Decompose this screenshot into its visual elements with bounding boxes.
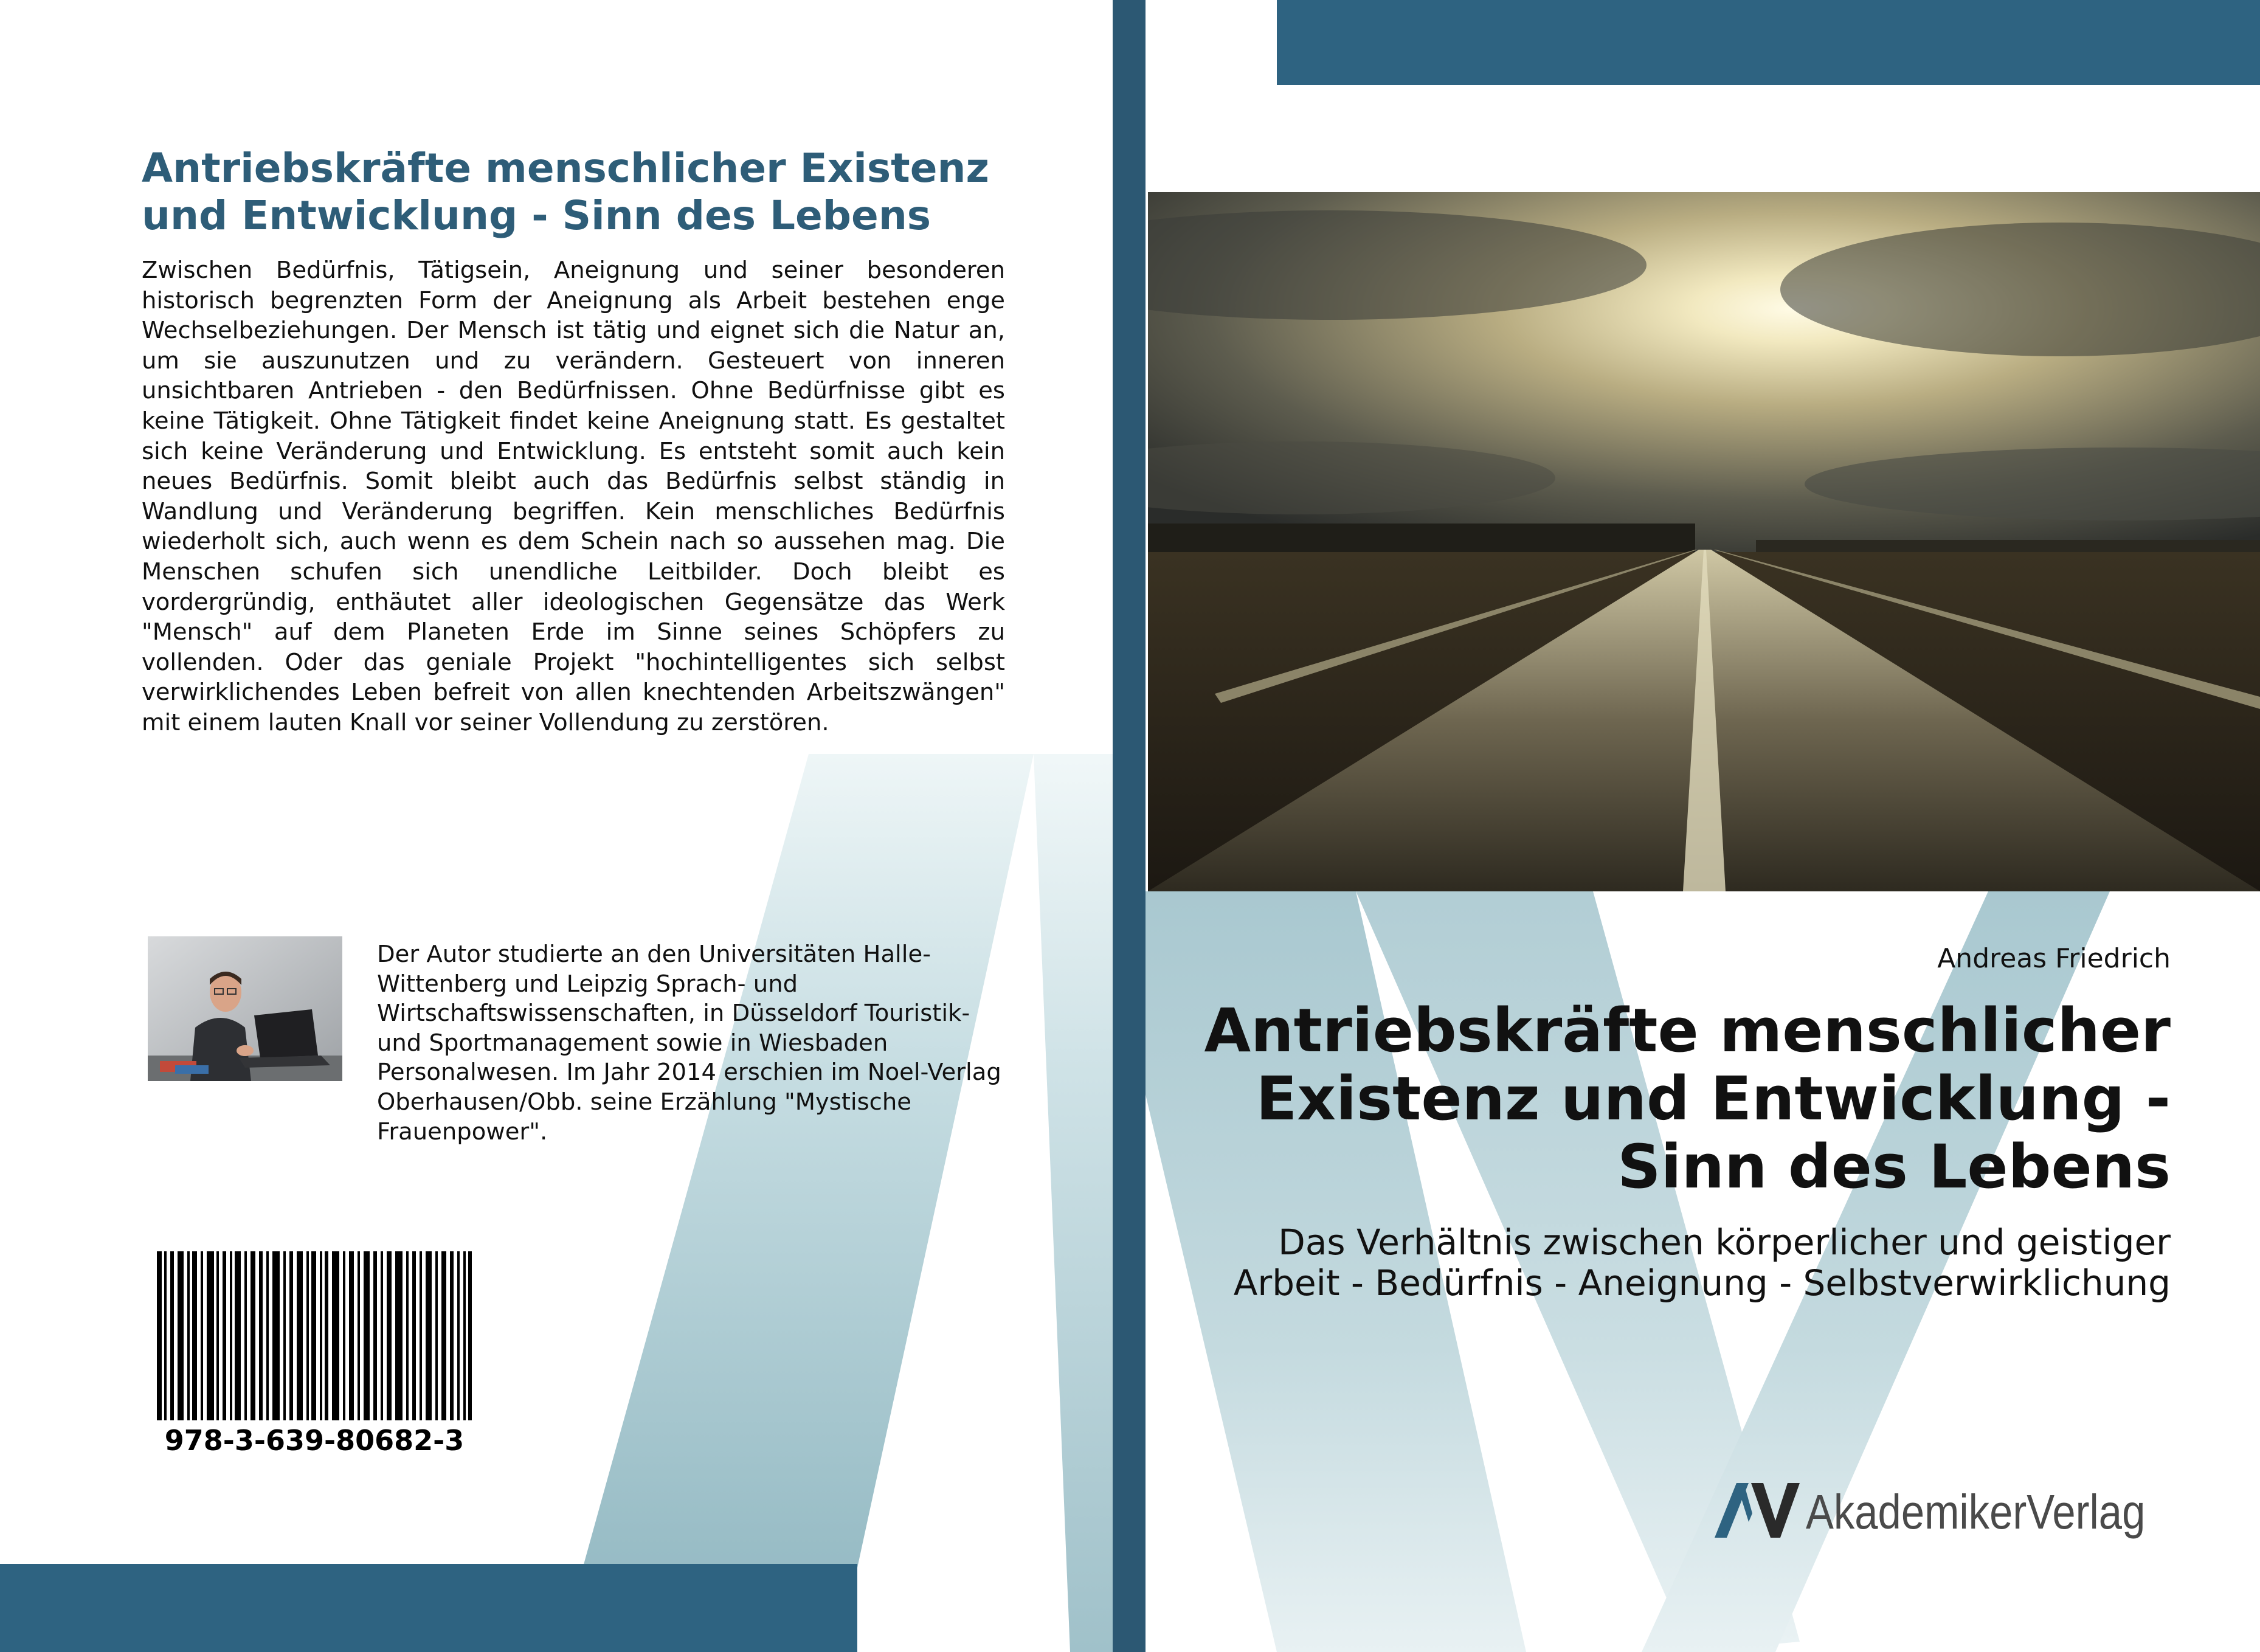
cover-photo-road bbox=[1148, 192, 2260, 891]
author-photo bbox=[148, 936, 342, 1081]
front-cover-author: Andreas Friedrich bbox=[1937, 943, 2171, 974]
back-cover-blurb: Zwischen Bedürfnis, Tätigsein, Aneignung und seiner besonderen historisch begrenzten Form der Aneignung als Arbeit bestehen enge Wechselbeziehungen. Der Mensch ist tätig und eignet sich die Natur an, um sie auszunutzen und zu verändern. Gesteuert von inneren unsichtbaren Antrieben - den Bedürfnissen. Ohne Bedürfnisse gibt es keine Tätigkeit. Ohne Tätigkeit findet keine Aneignung statt. Es gestaltet sich keine Veränderung und Entwicklung. Es entsteht somit auch kein neues Bedürfnis. Somit bleibt auch das Bedürfnis selbst ständig in Wandlung und Veränderung begriffen. Kein menschliches Bedürfnis wiederholt sich, auch wenn es dem Schein nach so aussehen mag. Die Menschen schufen sich unendliche Leitbilder. Doch bleibt es vordergründig, enthäutet aller ideologischen Gegensätze das Werk "Mensch" auf dem Planeten Erde im Sinne seines Schöpfers zu vollenden. Oder das geniale Projekt "hochintelligentes sich selbst verwirklichendes Leben befreit von allen knechtenden Arbeitszwängen" mit einem lauten Knall vor seiner Vollendung zu zerstören. bbox=[142, 257, 1005, 736]
barcode bbox=[157, 1251, 472, 1420]
av-logo-icon bbox=[1715, 1483, 1800, 1544]
bottom-color-band bbox=[0, 1564, 857, 1652]
publisher-logo bbox=[1715, 1474, 2183, 1547]
back-cover-title: Antriebskräfte menschlicher Existenz und Entwicklung - Sinn des Lebens bbox=[142, 145, 989, 239]
front-cover-subtitle: Das Verhältnis zwischen körperlicher und geistiger Arbeit - Bedürfnis - Aneignung - Selbstverwirklichung bbox=[1233, 1222, 2171, 1304]
isbn-number: 978-3-639-80682-3 bbox=[164, 1424, 465, 1457]
book-spine bbox=[1113, 0, 1146, 1652]
top-color-band bbox=[1277, 0, 2260, 85]
front-cover-title: Antriebskräfte menschlicher Existenz und Entwicklung - Sinn des Lebens bbox=[1204, 996, 2171, 1202]
author-biography: Der Autor studierte an den Universitäten Halle-Wittenberg und Leipzig Sprach- und Wirtschaftswissenschaften, in Düsseldorf Touristik- und Sportmanagement sowie in Wiesbaden Personalwesen. Im Jahr 2014 erschien im Noel-Verlag Oberhausen/Obb. seine Erzählung "Mystische Frauenpower". bbox=[377, 941, 1001, 1146]
publisher-name: AkademikerVerlag bbox=[1806, 1485, 2146, 1539]
